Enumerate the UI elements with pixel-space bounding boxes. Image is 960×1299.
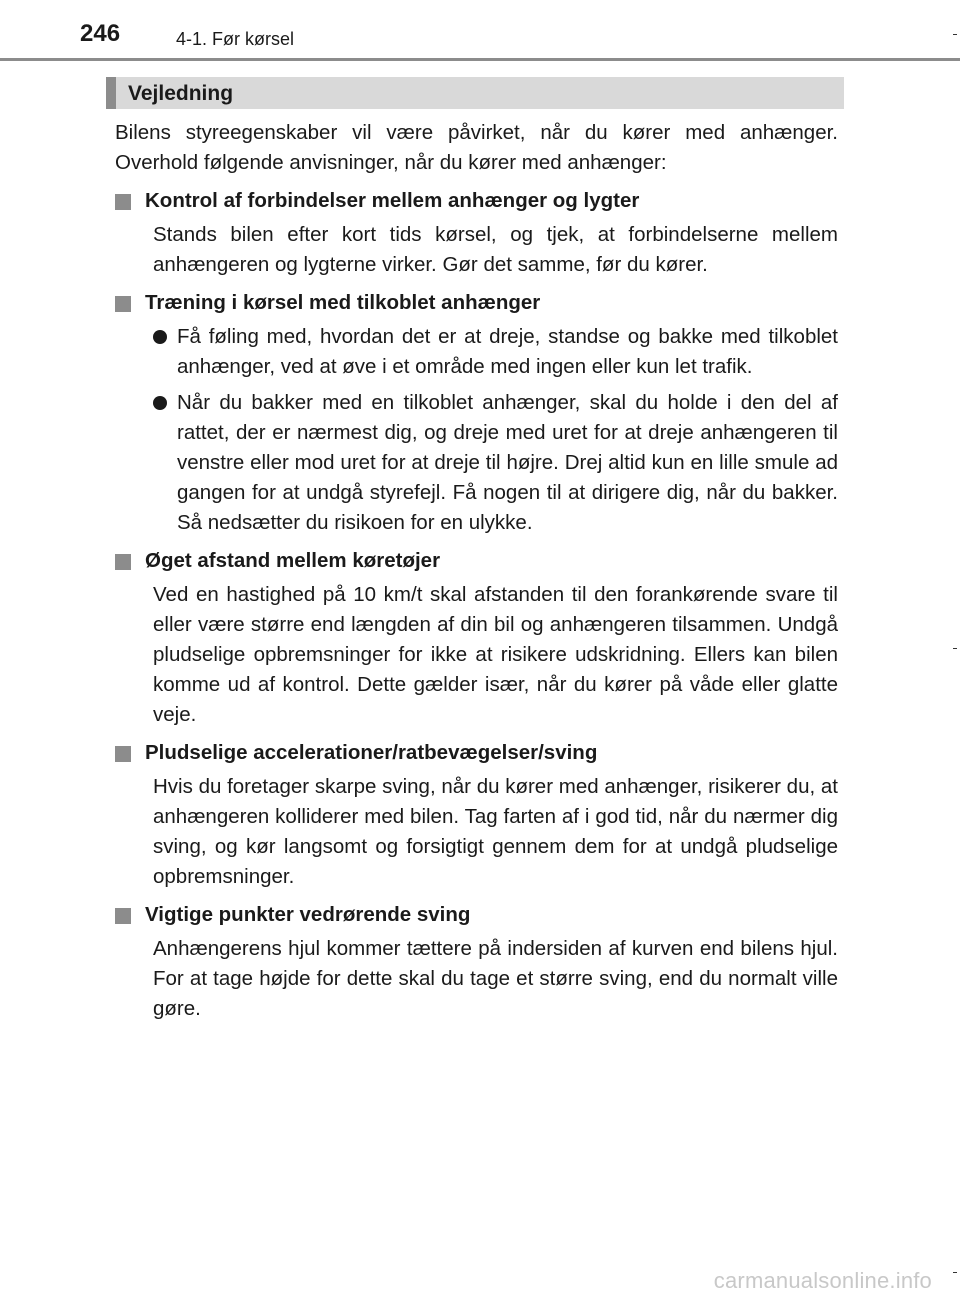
section-title: Vejledning bbox=[128, 82, 234, 105]
crop-mark bbox=[953, 1272, 957, 1273]
subsection-heading bbox=[115, 286, 838, 320]
subsection-heading bbox=[115, 184, 838, 218]
subsection-body: Anhængerens hjul kommer tættere på indersiden af kurven end bilens hjul. For at tage højde for dette skal du tage et større sving, end du normalt ville gøre. bbox=[153, 937, 838, 1020]
list-item bbox=[153, 322, 838, 382]
header-rule bbox=[0, 58, 960, 61]
square-bullet-icon bbox=[115, 296, 131, 312]
watermark-link[interactable]: carmanualsonline.info bbox=[713, 1268, 932, 1293]
square-bullet-icon bbox=[115, 746, 131, 762]
subsection bbox=[115, 184, 838, 280]
subsection bbox=[115, 898, 838, 1024]
crop-mark bbox=[953, 648, 957, 649]
bullet-list bbox=[153, 322, 838, 538]
square-bullet-icon bbox=[115, 554, 131, 570]
list-item-text: Få føling med, hvordan det er at dreje, standse og bakke med tilkoblet anhænger, ved at øve i et område med ingen eller kun let trafik. bbox=[177, 325, 838, 378]
section-heading bbox=[106, 77, 844, 109]
subsection-title: Træning i kørsel med tilkoblet anhænger bbox=[145, 291, 541, 314]
round-bullet-icon bbox=[153, 396, 167, 410]
page-number: 246 bbox=[80, 20, 121, 47]
subsection bbox=[115, 544, 838, 730]
subsection bbox=[115, 736, 838, 892]
subsection-title: Øget afstand mellem køretøjer bbox=[145, 549, 441, 572]
page-header bbox=[0, 0, 960, 62]
subsection-heading bbox=[115, 736, 838, 770]
crop-mark bbox=[953, 34, 957, 35]
content-body bbox=[115, 118, 838, 1024]
chapter-title: 4-1. Før kørsel bbox=[176, 29, 295, 49]
subsection-heading bbox=[115, 898, 838, 932]
subsection-body: Hvis du foretager skarpe sving, når du kører med anhænger, risikerer du, at anhængeren kolliderer med bilen. Tag farten af i god tid, når du nærmer dig sving, og kør langsomt og forsigtigt gennem dem for at undgå pludselige opbremsninger. bbox=[153, 775, 838, 888]
list-item-text: Når du bakker med en tilkoblet anhænger, skal du holde i den del af rattet, der er nærmest dig, og dreje med uret for at dreje anhængeren til venstre eller mod uret for at dreje til højre. Drej altid kun en lille smule ad gangen for at undgå styrefejl. Få nogen til at dirigere dig, når du bakker. Så nedsætter du risikoen for en ulykke. bbox=[177, 391, 838, 534]
round-bullet-icon bbox=[153, 330, 167, 344]
subsection-title: Vigtige punkter vedrørende sving bbox=[145, 903, 471, 926]
list-item bbox=[153, 388, 838, 538]
intro-paragraph: Bilens styreegenskaber vil være påvirket, når du kører med anhænger. Overhold følgende anvisninger, når du kører med anhænger: bbox=[115, 121, 838, 174]
subsection-heading bbox=[115, 544, 838, 578]
subsection-title: Kontrol af forbindelser mellem anhænger og lygter bbox=[145, 189, 640, 212]
square-bullet-icon bbox=[115, 908, 131, 924]
square-bullet-icon bbox=[115, 194, 131, 210]
subsection-body: Ved en hastighed på 10 km/t skal afstanden til den forankørende svare til eller være større end længden af din bil og anhængeren tilsammen. Undgå pludselige opbremsninger for ikke at risikere udskridning. Ellers kan bilen komme ud af kontrol. Dette gælder især, når du kører på våde eller glatte veje. bbox=[153, 583, 838, 726]
subsection bbox=[115, 286, 838, 538]
subsection-body: Stands bilen efter kort tids kørsel, og tjek, at forbindelserne mellem anhængeren og lygterne virker. Gør det samme, før du kører. bbox=[153, 223, 838, 276]
subsection-title: Pludselige accelerationer/ratbevægelser/sving bbox=[145, 741, 598, 764]
heading-accent-bar bbox=[106, 77, 116, 109]
